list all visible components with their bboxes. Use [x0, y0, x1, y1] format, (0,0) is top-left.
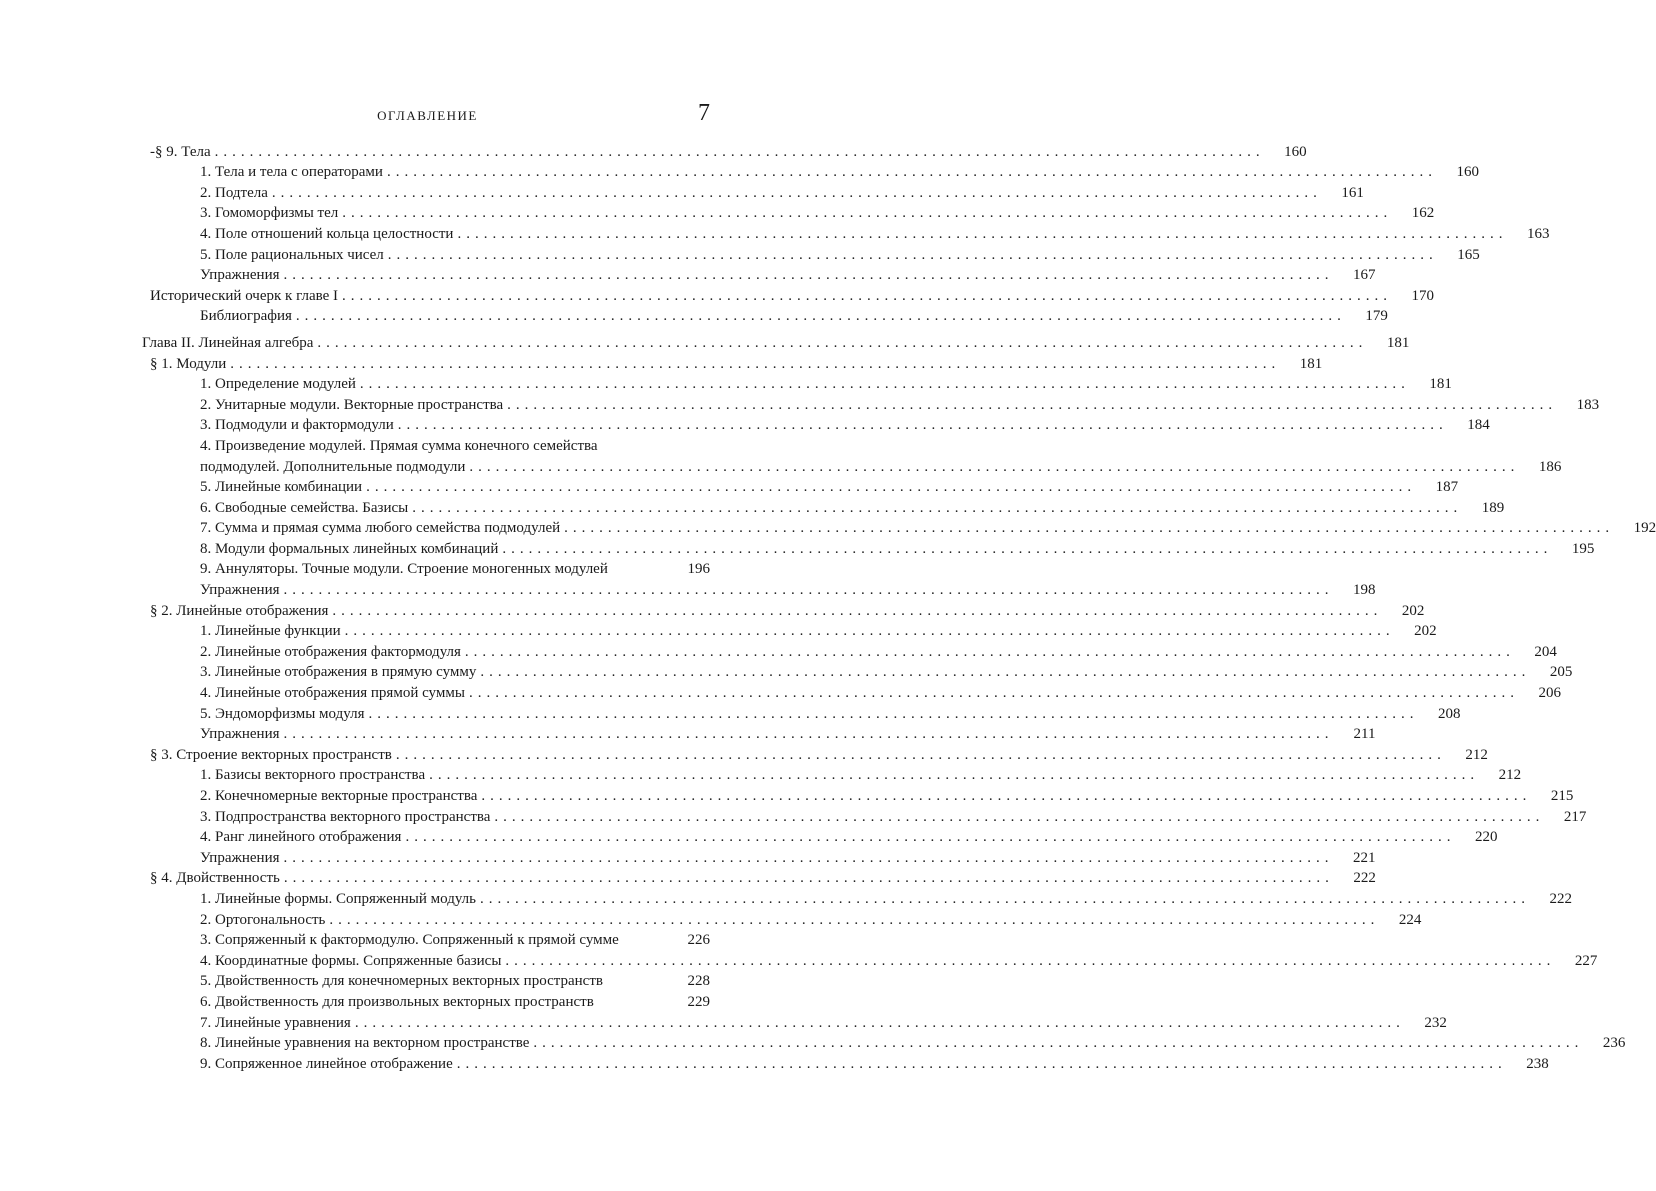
toc-entry-page: 224 [1398, 911, 1422, 928]
toc-dot-leader: ........................................................................................................................ [468, 685, 1519, 702]
toc-entry-page: 195 [1571, 540, 1595, 557]
toc-dot-leader: ........................................................................................................................ [387, 246, 1438, 263]
toc-entry [142, 723, 1376, 744]
toc-entry-label: Глава II. Линейная алгебра [142, 334, 314, 351]
toc-dot-leader: ........................................................................................................................ [283, 726, 1334, 743]
toc-entry-label: 5. Линейные комбинации [200, 479, 363, 496]
toc-entry [142, 434, 710, 455]
toc-dot-leader: ........................................................................................................................ [214, 143, 1265, 160]
toc-entry-label: 6. Двойственность для произвольных векторных пространств [200, 993, 594, 1010]
toc-entry [142, 661, 1573, 682]
toc-dot-leader: ........................................................................................................................ [395, 746, 1446, 763]
toc-dot-leader: ........................................................................................................................ [405, 829, 1456, 846]
toc-entry-label: 1. Линейные формы. Сопряженный модуль [200, 890, 477, 907]
toc-entry [142, 264, 1376, 285]
toc-dot-leader: ........................................................................................................................ [295, 308, 1346, 325]
toc-entry-page: 186 [1538, 458, 1562, 475]
toc-entry-page: 238 [1526, 1055, 1549, 1072]
toc-entry [142, 373, 1452, 394]
toc-dot-leader: ........................................................................................................................ [480, 890, 1531, 907]
toc-entry-page: 165 [1457, 246, 1480, 263]
toc-entry [142, 537, 1595, 558]
toc-entry-page: 212 [1498, 767, 1522, 784]
toc-entry-label: § 4. Двойственность [150, 870, 280, 887]
toc-entry-label: 4. Координатные формы. Сопряженные базисы [200, 952, 502, 969]
toc-dot-leader: ........................................................................................................................ [359, 376, 1410, 393]
toc-entry-page: 227 [1574, 952, 1598, 969]
toc-dot-leader: ........................................................................................................................ [329, 911, 1380, 928]
toc-dot-leader: ........................................................................................................................ [397, 417, 1448, 434]
toc-entry [142, 640, 1557, 661]
toc-dot-leader: ........................................................................................................................ [464, 643, 1515, 660]
toc-entry [142, 496, 1505, 517]
toc-entry-label: 9. Сопряженное линейное отображение [200, 1055, 453, 1072]
toc-entry-page: 187 [1435, 479, 1459, 496]
toc-entry-label: Упражнения [200, 267, 280, 284]
toc-entry-page: 217 [1563, 808, 1587, 825]
toc-entry [142, 578, 1376, 599]
toc-entry [142, 455, 1562, 476]
toc-entry-page: 204 [1534, 643, 1557, 660]
toc-entry-label: Упражнения [200, 726, 280, 743]
toc-dot-leader: ........................................................................................................................ [230, 355, 1281, 372]
toc-entry-label: Исторический очерк к главе I [150, 287, 339, 304]
toc-dot-leader: ........................................................................................................................ [412, 499, 1463, 516]
toc-entry-page: 228 [687, 973, 710, 990]
toc-entry-page: 179 [1365, 308, 1388, 325]
toc-entry [142, 1032, 1626, 1053]
toc-entry-label: 7. Сумма и прямая сумма любого семейства подмодулей [200, 520, 561, 537]
toc-entry-page: 161 [1341, 184, 1364, 201]
toc-entry-label: подмодулей. Дополнительные подмодули [200, 458, 466, 475]
toc-dot-leader: ........................................................................................................................ [494, 808, 1545, 825]
toc-dot-leader: ........................................................................................................................ [533, 1035, 1584, 1052]
toc-dot-leader: ........................................................................................................................ [354, 1014, 1405, 1031]
running-title: ОГЛАВЛЕНИЕ [377, 108, 478, 123]
toc-entry-label: 4. Произведение модулей. Прямая сумма конечного семейства [200, 437, 598, 454]
toc-entry [142, 784, 1574, 805]
toc-entry-label: 1. Тела и тела с операторами [200, 164, 383, 181]
toc-dot-leader: ........................................................................................................................ [457, 225, 1508, 242]
toc-dot-leader: ........................................................................................................................ [386, 164, 1437, 181]
toc-dot-leader: ........................................................................................................................ [342, 287, 1393, 304]
toc-entry-label: 7. Линейные уравнения [200, 1014, 351, 1031]
toc-entry [142, 949, 1598, 970]
toc-entry [142, 517, 1656, 538]
toc-entry [142, 1011, 1447, 1032]
toc-entry [142, 743, 1488, 764]
toc-entry-page: 181 [1299, 355, 1323, 372]
toc-entry-label: 3. Гомоморфизмы тел [200, 205, 339, 222]
toc-dot-leader: ........................................................................................................................ [429, 767, 1480, 784]
toc-entry [142, 805, 1587, 826]
toc-entry [142, 929, 710, 950]
toc-dot-leader: ........................................................................................................................ [502, 540, 1553, 557]
toc-dot-leader: ........................................................................................................................ [456, 1055, 1507, 1072]
toc-entry [142, 331, 1410, 352]
toc-entry-label: 6. Свободные семейства. Базисы [200, 499, 409, 516]
toc-entry [142, 181, 1364, 202]
toc-entry [142, 161, 1479, 182]
toc-entry [142, 867, 1376, 888]
toc-dot-leader: ........................................................................................................................ [344, 623, 1395, 640]
toc-entry [142, 620, 1437, 641]
toc-entry-label: -§ 9. Тела [150, 143, 211, 160]
toc-entry [142, 702, 1461, 723]
toc-entry-label: 2. Унитарные модули. Векторные пространства [200, 396, 504, 413]
running-head [145, 100, 710, 130]
toc-entry-page: 222 [1549, 890, 1573, 907]
toc-entry [142, 990, 710, 1011]
toc-dot-leader: ........................................................................................................................ [271, 184, 1322, 201]
toc-entry-label: § 1. Модули [150, 355, 227, 372]
toc-entry-label: Упражнения [200, 582, 280, 599]
toc-dot-leader: ........................................................................................................................ [507, 396, 1558, 413]
toc-entry-label: § 3. Строение векторных пространств [150, 746, 392, 763]
toc-entry [142, 826, 1498, 847]
toc-entry [142, 352, 1323, 373]
toc-dot-leader: ........................................................................................................................ [283, 870, 1334, 887]
toc-entry-page: 222 [1353, 870, 1376, 887]
toc-entry-page: 232 [1424, 1014, 1447, 1031]
toc-entry [142, 222, 1550, 243]
toc-entry [142, 476, 1459, 497]
toc-entry [142, 284, 1435, 305]
toc-entry-page: 192 [1633, 520, 1656, 537]
toc-entry-label: 8. Линейные уравнения на векторном пространстве [200, 1035, 530, 1052]
toc-entry-page: 215 [1550, 788, 1574, 804]
toc-entry-label: 2. Ортогональность [200, 911, 326, 928]
toc-entry-label: 2. Конечномерные векторные пространства [200, 788, 478, 804]
toc-entry-page: 226 [687, 932, 710, 949]
toc-entry-label: 9. Аннуляторы. Точные модули. Строение моногенных модулей [200, 561, 608, 578]
toc-entry-page: 206 [1538, 685, 1561, 702]
toc-entry-page: 205 [1549, 664, 1573, 681]
toc-entry-page: 167 [1353, 267, 1376, 284]
toc-entry-page: 162 [1411, 205, 1435, 222]
toc-entry-label: 2. Линейные отображения фактормодуля [200, 643, 461, 660]
toc-entry-page: 183 [1576, 396, 1600, 413]
toc-entry-page: 220 [1474, 829, 1498, 846]
toc-entry-label: 1. Базисы векторного пространства [200, 767, 426, 784]
toc-entry [142, 1052, 1549, 1073]
toc-entry [142, 393, 1600, 414]
toc-entry-page: 236 [1602, 1035, 1626, 1052]
toc-entry [142, 305, 1388, 326]
toc-entry-page: 198 [1353, 582, 1376, 599]
toc-entry-page: 160 [1456, 164, 1479, 181]
toc-dot-leader: ........................................................................................................................ [317, 334, 1368, 351]
toc-dot-leader: ........................................................................................................................ [564, 520, 1615, 537]
toc-entry-page: 212 [1465, 746, 1488, 763]
toc-entry-label: 4. Ранг линейного отображения [200, 829, 402, 846]
toc-entry [142, 558, 710, 579]
toc-entry-page: 221 [1353, 849, 1376, 866]
toc-entry-label: 5. Эндоморфизмы модуля [200, 705, 365, 722]
toc-entry-label: 1. Определение модулей [200, 376, 356, 393]
toc-entry-label: 1. Линейные функции [200, 623, 341, 640]
toc-entry-page: 184 [1467, 417, 1490, 434]
toc-entry-page: 181 [1386, 334, 1410, 351]
toc-dot-leader: ........................................................................................................................ [283, 849, 1334, 866]
toc-dot-leader: ........................................................................................................................ [368, 705, 1419, 722]
toc-entry-label: Упражнения [200, 849, 280, 866]
toc-entry [142, 846, 1376, 867]
page-number: 7 [698, 100, 710, 126]
toc-entry-label: 3. Линейные отображения в прямую сумму [200, 664, 477, 681]
toc-entry-page: 170 [1411, 287, 1435, 304]
toc-entry-label: 5. Двойственность для конечномерных векторных пространств [200, 973, 603, 990]
toc-dot-leader: ........................................................................................................................ [283, 582, 1334, 599]
toc-entry [142, 202, 1435, 223]
toc-dot-leader: ........................................................................................................................ [342, 205, 1393, 222]
toc-entry-label: § 2. Линейные отображения [150, 602, 329, 619]
toc-dot-leader: ........................................................................................................................ [469, 458, 1520, 475]
toc-entry-label: 4. Поле отношений кольца целостности [200, 225, 454, 242]
toc-entry-page: 202 [1401, 602, 1425, 619]
toc-dot-leader: ........................................................................................................................ [332, 602, 1383, 619]
toc-entry-page: 196 [687, 561, 710, 578]
toc-entry [142, 681, 1561, 702]
toc-dot-leader: ........................................................................................................................ [366, 479, 1417, 496]
toc-dot-leader: ........................................................................................................................ [481, 788, 1532, 804]
toc-entry-page: 229 [687, 993, 710, 1010]
toc-entry [142, 970, 710, 991]
toc-entry-page: 189 [1481, 499, 1505, 516]
toc-entry-page: 160 [1284, 143, 1307, 160]
toc-entry [142, 140, 1307, 161]
toc-dot-leader: ........................................................................................................................ [480, 664, 1531, 681]
toc-entry-label: 3. Сопряженный к фактормодулю. Сопряженный к прямой сумме [200, 932, 619, 949]
toc-entry-page: 202 [1414, 623, 1437, 640]
table-of-contents [142, 140, 1656, 1073]
toc-entry-page: 181 [1429, 376, 1452, 393]
toc-entry [142, 764, 1522, 785]
toc-entry [142, 243, 1480, 264]
toc-entry-page: 163 [1526, 225, 1550, 242]
toc-entry [142, 414, 1490, 435]
toc-entry-label: 8. Модули формальных линейных комбинаций [200, 540, 499, 557]
toc-entry-page: 211 [1353, 726, 1376, 743]
toc-entry [142, 599, 1425, 620]
toc-entry-label: 3. Подмодули и фактормодули [200, 417, 394, 434]
toc-dot-leader: ........................................................................................................................ [283, 267, 1334, 284]
toc-entry-page: 208 [1437, 705, 1461, 722]
toc-entry-label: 3. Подпространства векторного пространства [200, 808, 491, 825]
toc-entry-label: 4. Линейные отображения прямой суммы [200, 685, 465, 702]
toc-entry [142, 908, 1422, 929]
toc-entry-label: 2. Подтела [200, 184, 268, 201]
toc-entry-label: Библиография [200, 308, 292, 325]
toc-entry [142, 887, 1573, 908]
toc-dot-leader: ........................................................................................................................ [505, 952, 1556, 969]
toc-entry-label: 5. Поле рациональных чисел [200, 246, 384, 263]
